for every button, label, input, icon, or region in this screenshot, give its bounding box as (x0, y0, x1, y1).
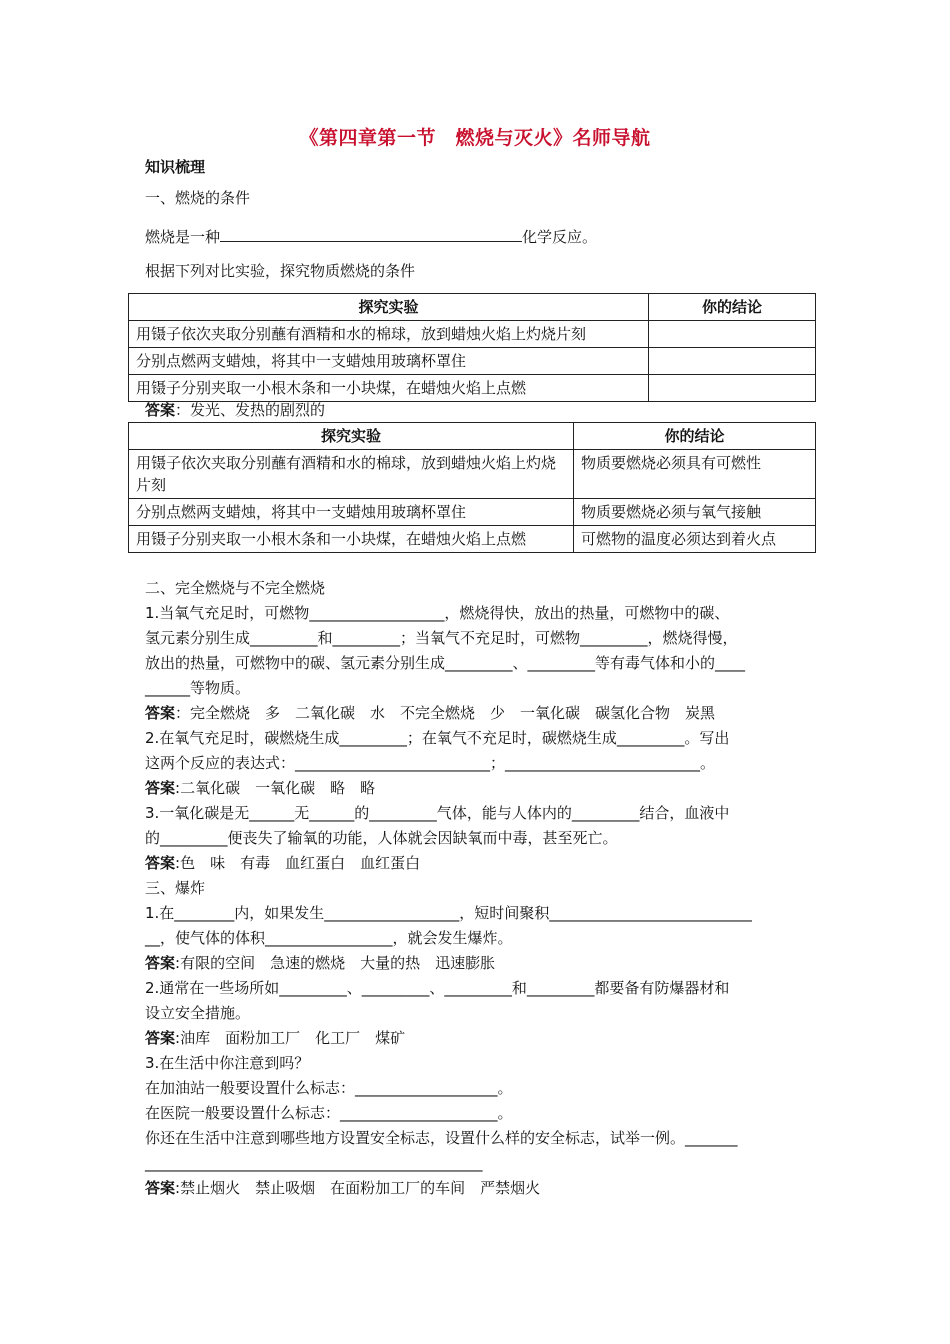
table-row (129, 526, 816, 553)
table-cell: 物质要燃烧必须与氧气接触 (574, 499, 816, 526)
s2-heading: 二、完全燃烧与不完全燃烧 (145, 579, 326, 597)
table-cell: 用镊子分别夹取一小根木条和一小块煤，在蜡烛火焰上点燃 (129, 526, 574, 553)
s2-q3-line: 3.一氧化碳是无______无______的_________气体，能与人体内的_________结合，血液中 (145, 804, 730, 822)
s3-q3-line: 你还在生活中注意到哪些地方设置安全标志，设置什么样的安全标志，试举一例。_______ (145, 1129, 738, 1147)
s2-q2-line: 2.在氧气充足时，碳燃烧生成_________；在氧气不充足时，碳燃烧生成_________。写出 (145, 729, 730, 747)
s2-q1-line: ______等物质。 (145, 679, 251, 697)
s2-q1-line: 氢元素分别生成_________和_________；当氧气不充足时，可燃物_________，燃烧得慢， (145, 629, 738, 647)
table-row (129, 348, 816, 375)
table-header: 你的结论 (649, 294, 816, 321)
table-cell: 分别点燃两支蜡烛，将其中一支蜡烛用玻璃杯罩住 (129, 499, 574, 526)
s3-q2-line: 设立安全措施。 (145, 1004, 251, 1022)
section-heading: 知识梳理 (145, 158, 206, 176)
table-cell (649, 321, 816, 348)
s1-heading: 一、燃烧的条件 (145, 189, 251, 207)
s1-answer: 答案：发光、发热的剧烈的 (145, 401, 326, 419)
table-row (129, 375, 816, 402)
table-row (129, 321, 816, 348)
s3-q3-line: 3.在生活中你注意到吗？ (145, 1054, 310, 1072)
s3-answer-1: 答案:有限的空间 急速的燃烧 大量的热 迅速膨胀 (145, 954, 496, 972)
s3-q3-line: _____________________________________________ (145, 1154, 483, 1172)
s2-answer-1: 答案：完全燃烧 多 二氧化碳 水 不完全燃烧 少 一氧化碳 碳氢化合物 炭黑 (145, 704, 716, 722)
s2-q1-line: 1.当氧气充足时，可燃物__________________，燃烧得快，放出的热量，可燃物中的碳、 (145, 604, 730, 622)
s3-q1-line: __，使气体的体积_________________，就会发生爆炸。 (145, 929, 513, 947)
table-cell: 分别点燃两支蜡烛，将其中一支蜡烛用玻璃杯罩住 (129, 348, 649, 375)
page-title: 《第四章第一节 燃烧与灭火》名师导航 (299, 127, 651, 149)
s2-answer-2: 答案:二氧化碳 一氧化碳 略 略 (145, 779, 376, 797)
s3-answer-3: 答案:禁止烟火 禁止吸烟 在面粉加工厂的车间 严禁烟火 (145, 1179, 541, 1197)
table-cell: 用镊子依次夹取分别蘸有酒精和水的棉球，放到蜡烛火焰上灼烧片刻 (129, 450, 574, 499)
s3-q2-line: 2.通常在一些场所如_________、_________、_________和_________都要备有防爆器材和 (145, 979, 730, 997)
table-cell (649, 348, 816, 375)
table-header: 探究实验 (129, 294, 649, 321)
table-header: 探究实验 (129, 423, 574, 450)
s3-answer-2: 答案:油库 面粉加工厂 化工厂 煤矿 (145, 1029, 406, 1047)
s2-q1-line: 放出的热量，可燃物中的碳、氢元素分别生成_________、_________等有毒气体和小的____ (145, 654, 746, 672)
s3-q3-line: 在医院一般要设置什么标志：_____________________。 (145, 1104, 513, 1122)
s2-q3-line: 的_________便丧失了输氧的功能，人体就会因缺氧而中毒，甚至死亡。 (145, 829, 618, 847)
s1-intro: 根据下列对比实验，探究物质燃烧的条件 (145, 262, 416, 280)
s3-q3-line: 在加油站一般要设置什么标志：___________________。 (145, 1079, 513, 1097)
table-cell (649, 375, 816, 402)
answer-table (128, 422, 816, 553)
table-header: 你的结论 (574, 423, 816, 450)
s3-heading: 三、爆炸 (145, 879, 206, 897)
table-cell: 可燃物的温度必须达到着火点 (574, 526, 816, 553)
blank-line (220, 226, 522, 242)
s1-definition: 燃烧是一种 化学反应。 (145, 228, 598, 246)
s3-q1-line: 1.在________内，如果发生__________________，短时间聚积___________________________ (145, 904, 752, 922)
table-cell: 用镊子依次夹取分别蘸有酒精和水的棉球，放到蜡烛火焰上灼烧片刻 (129, 321, 649, 348)
s2-q2-line: 这两个反应的表达式：__________________________；__________________________。 (145, 754, 716, 772)
table-row (129, 499, 816, 526)
s2-answer-3: 答案:色 味 有毒 血红蛋白 血红蛋白 (145, 854, 421, 872)
table-cell: 用镊子分别夹取一小根木条和一小块煤，在蜡烛火焰上点燃 (129, 375, 649, 402)
table-row (129, 450, 816, 499)
table-cell: 物质要燃烧必须具有可燃性 (574, 450, 816, 499)
experiment-table (128, 293, 816, 402)
